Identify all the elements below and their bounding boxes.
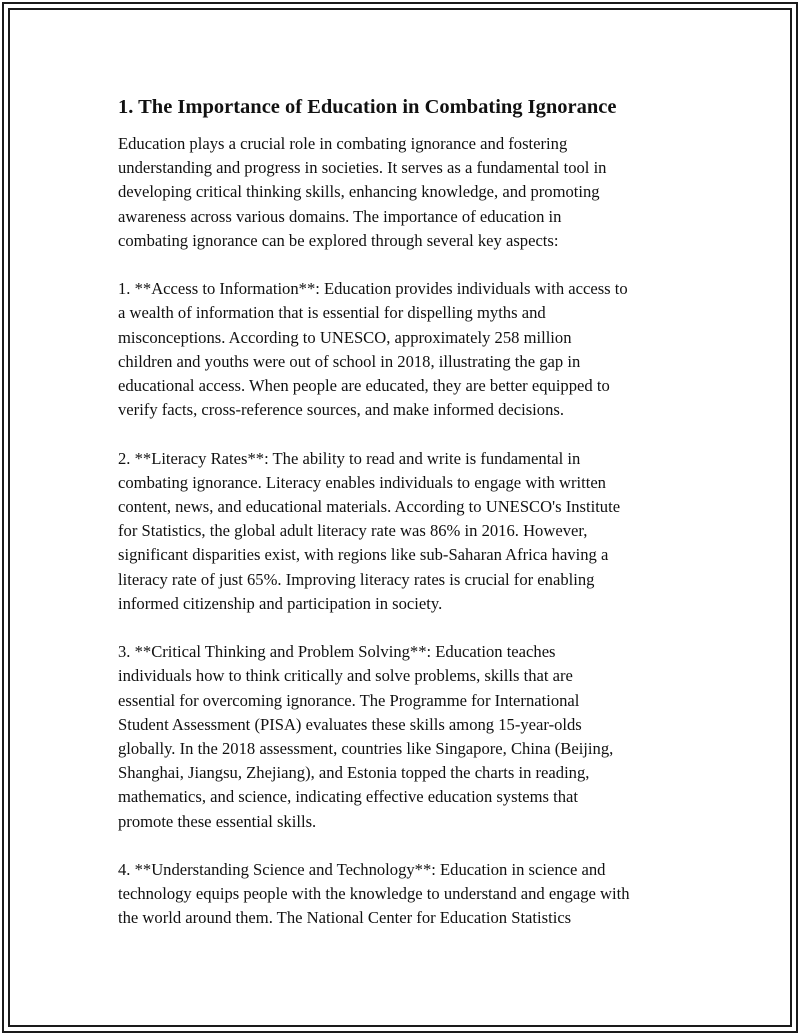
- paragraph-line: combating ignorance can be explored through several key aspects:: [118, 230, 559, 250]
- paragraph-line: 2. **Literacy Rates**: The ability to read and write is fundamental in: [118, 448, 581, 468]
- paragraph-line: verify facts, cross-reference sources, and make informed decisions.: [118, 400, 564, 420]
- paragraph-line: educational access. When people are educated, they are better equipped to: [118, 376, 610, 396]
- section-heading: 1. The Importance of Education in Combating Ignorance: [118, 96, 617, 118]
- paragraph-list: [118, 132, 698, 931]
- paragraph-line: technology equips people with the knowledge to understand and engage with: [118, 884, 630, 904]
- paragraph-line: significant disparities exist, with regions like sub-Saharan Africa having a: [118, 545, 609, 565]
- document-body: [118, 94, 698, 931]
- paragraph: [118, 132, 698, 253]
- paragraph-line: informed citizenship and participation in society.: [118, 593, 443, 613]
- paragraph-line: 4. **Understanding Science and Technology**: Education in science and: [118, 860, 606, 880]
- paragraph-line: Shanghai, Jiangsu, Zhejiang), and Estonia topped the charts in reading,: [118, 763, 590, 783]
- paragraph-line: 3. **Critical Thinking and Problem Solving**: Education teaches: [118, 642, 556, 662]
- paragraph-line: Education plays a crucial role in combating ignorance and fostering: [118, 134, 568, 153]
- paragraph: [118, 858, 698, 931]
- paragraph-line: 1. **Access to Information**: Education provides individuals with access to: [118, 279, 628, 299]
- paragraph-line: developing critical thinking skills, enhancing knowledge, and promoting: [118, 182, 600, 202]
- paragraph: [118, 640, 698, 834]
- paragraph-line: understanding and progress in societies. It serves as a fundamental tool in: [118, 158, 607, 178]
- paragraph-line: essential for overcoming ignorance. The Programme for International: [118, 690, 580, 710]
- paragraph-line: the world around them. The National Center for Education Statistics: [118, 908, 572, 928]
- paragraph-line: awareness across various domains. The importance of education in: [118, 206, 562, 226]
- paragraph-line: combating ignorance. Literacy enables individuals to engage with written: [118, 472, 606, 492]
- paragraph-line: content, news, and educational materials. According to UNESCO's Institute: [118, 497, 621, 517]
- paragraph-line: mathematics, and science, indicating effective education systems that: [118, 787, 579, 807]
- paragraph-line: individuals how to think critically and solve problems, skills that are: [118, 666, 573, 686]
- paragraph: [118, 447, 698, 616]
- paragraph-line: misconceptions. According to UNESCO, approximately 258 million: [118, 327, 572, 347]
- paragraph-line: a wealth of information that is essential for dispelling myths and: [118, 303, 546, 323]
- paragraph-line: literacy rate of just 65%. Improving literacy rates is crucial for enabling: [118, 569, 595, 589]
- paragraph-line: for Statistics, the global adult literacy rate was 86% in 2016. However,: [118, 521, 588, 541]
- paragraph-line: Student Assessment (PISA) evaluates these skills among 15-year-olds: [118, 714, 582, 734]
- paragraph-line: children and youths were out of school in 2018, illustrating the gap in: [118, 351, 581, 371]
- paragraph-line: promote these essential skills.: [118, 811, 317, 831]
- paragraph: [118, 277, 698, 422]
- paragraph-line: globally. In the 2018 assessment, countries like Singapore, China (Beijing,: [118, 739, 614, 759]
